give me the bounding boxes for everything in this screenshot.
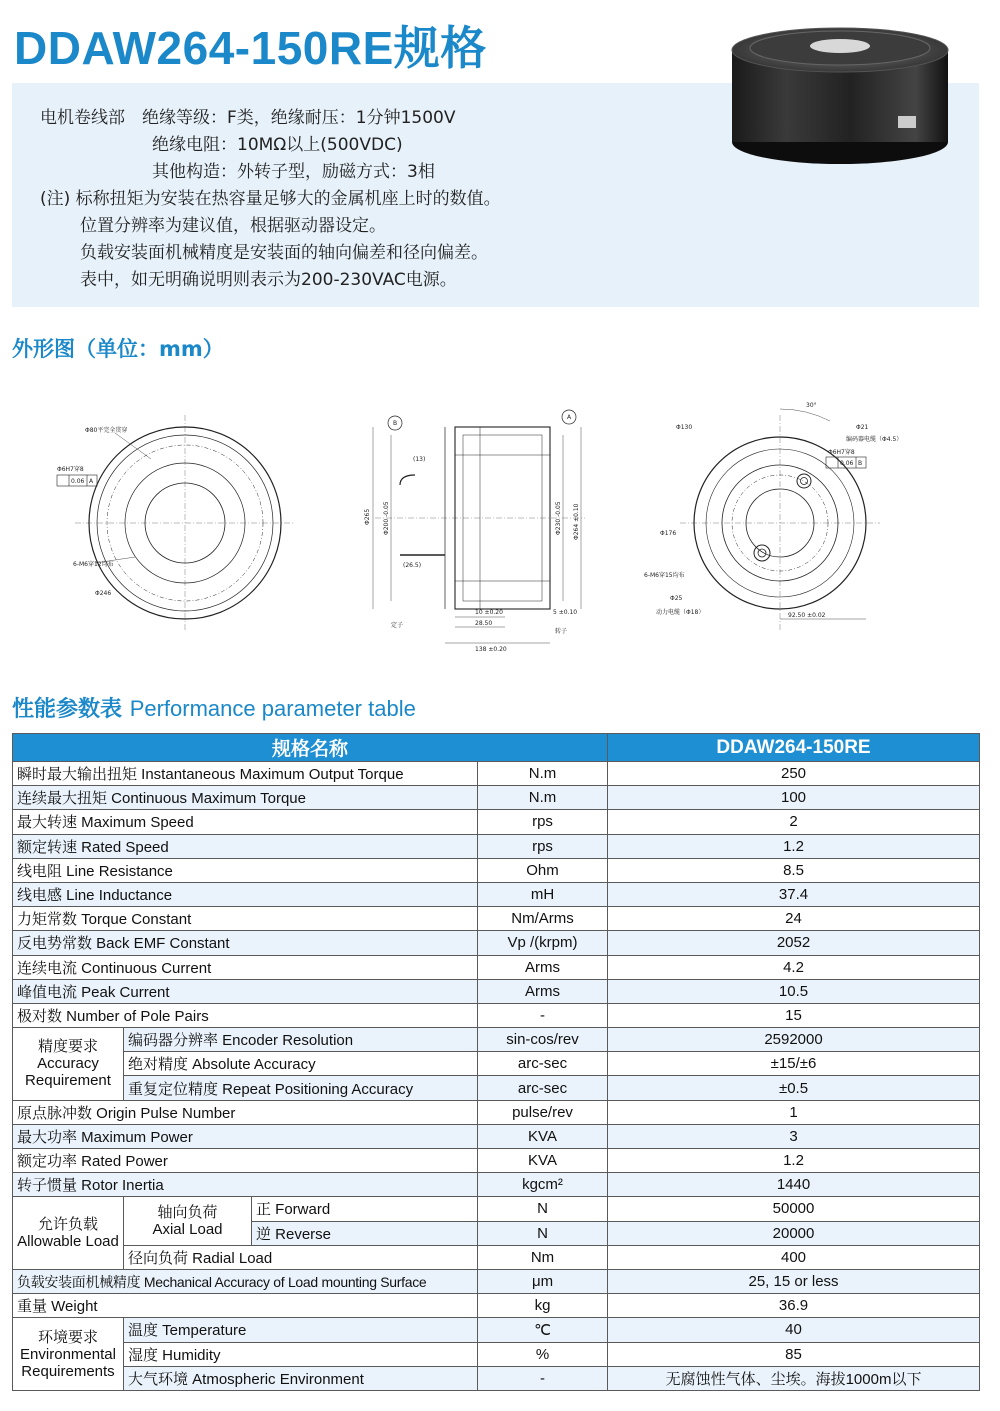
row-unit: N.m [478,786,608,810]
drawing-label: Φ246 [95,590,112,597]
row-value: 100 [608,786,980,810]
row-name: 转子惯量 Rotor Inertia [13,1173,478,1197]
row-value: 40 [608,1318,980,1342]
row-name: 原点脉冲数 Origin Pulse Number [13,1100,478,1124]
environment-group-label [13,1318,124,1391]
side-view-drawing [355,395,595,660]
front-view-drawing [55,395,315,610]
row-value: 400 [608,1245,980,1269]
row-value: 1.2 [608,834,980,858]
drawing-label: Φ25 [670,595,683,602]
row-value: 4.2 [608,955,980,979]
row-value: 24 [608,907,980,931]
drawing-label: 10 ±0.20 [475,609,503,616]
table-row [13,1173,980,1197]
drawing-label: 28.50 [475,620,493,627]
row-name: 负载安装面机械精度 Mechanical Accuracy of Load mounting Surface [13,1269,478,1293]
group-label-zh: 精度要求 [37,1038,98,1056]
group-label-en: Environmental [20,1345,116,1363]
row-unit: Arms [478,979,608,1003]
drawing-label: 6-M6穿12均布 [73,561,114,568]
row-unit: Vp /(krpm) [478,931,608,955]
table-row [13,1294,980,1318]
row-name: 线电阻 Line Resistance [13,858,478,882]
row-unit: % [478,1342,608,1366]
row-value: 85 [608,1342,980,1366]
table-row [13,955,980,979]
drawing-label: 动力电缆（Φ18） [656,609,705,616]
row-value: 8.5 [608,858,980,882]
row-name: 湿度 Humidity [124,1342,478,1366]
row-unit: μm [478,1269,608,1293]
row-unit: Ohm [478,858,608,882]
row-unit: N.m [478,762,608,786]
table-row [13,1100,980,1124]
row-unit: KVA [478,1149,608,1173]
drawing-label: A [89,478,94,485]
row-value: 1 [608,1100,980,1124]
row-unit: arc-sec [478,1052,608,1076]
group-label-zh: 环境要求 [37,1328,98,1346]
row-unit: kgcm² [478,1173,608,1197]
rear-view-drawing [640,395,903,630]
row-value: 15 [608,1003,980,1027]
drawing-label: 6-M6穿15均布 [644,572,685,579]
drawing-label: B [393,420,398,427]
row-name: 额定转速 Rated Speed [13,834,478,858]
note-line: 表中，如无明确说明则表示为200-230VAC电源。 [80,270,457,290]
row-value: 250 [608,762,980,786]
drawing-label: (26.5) [403,562,422,569]
drawing-label: Φ264 ±0.10 [573,503,580,540]
row-name: 线电感 Line Inductance [13,882,478,906]
row-name: 力矩常数 Torque Constant [13,907,478,931]
row-unit: ℃ [478,1318,608,1342]
row-unit: N [478,1197,608,1221]
row-unit: kg [478,1294,608,1318]
row-name: 瞬时最大输出扭矩 Instantaneous Maximum Output Torque [13,762,478,786]
row-name: 编码器分辨率 Encoder Resolution [124,1028,478,1052]
note-line: (注) 标称扭矩为安装在热容量足够大的金属机座上时的数值。 [40,189,501,209]
drawing-label: Φ265 [364,508,371,525]
sub-label-en: Axial Load [152,1221,223,1239]
table-row [13,907,980,931]
drawing-label: (13) [413,456,426,463]
row-unit: - [478,1366,608,1390]
table-row [13,1318,980,1342]
note-line: 位置分辨率为建议值，根据驱动器设定。 [80,216,386,236]
row-name: 正 Forward [252,1197,478,1221]
table-row [13,1028,980,1052]
drawing-label: Φ230 -0.05 [555,501,562,535]
drawing-label: B [858,460,863,467]
spec-table [12,733,980,1391]
row-name: 径向负荷 Radial Load [124,1245,478,1269]
row-unit: rps [478,810,608,834]
table-row [13,1269,980,1293]
row-name: 逆 Reverse [252,1221,478,1245]
table-row [13,1052,980,1076]
drawing-label: 92.50 ±0.02 [788,612,826,619]
table-row [13,1003,980,1027]
sub-label-zh: 轴向负荷 [157,1204,218,1222]
table-row [13,1366,980,1390]
group-label-en: Requirement [25,1072,111,1090]
row-name: 极对数 Number of Pole Pairs [13,1003,478,1027]
row-value: 2052 [608,931,980,955]
row-unit: mH [478,882,608,906]
load-group-label [13,1197,124,1270]
drawing-label: 0.06 [71,478,85,485]
group-label-en: Accuracy [37,1055,99,1073]
table-row [13,931,980,955]
row-value: 10.5 [608,979,980,1003]
drawing-label: A [567,414,572,421]
table-row [13,1076,980,1100]
group-label-zh: 允许负载 [37,1216,98,1234]
performance-section-title [12,692,416,723]
table-row [13,762,980,786]
group-label-en: Requirements [21,1362,115,1380]
row-name: 最大转速 Maximum Speed [13,810,478,834]
row-value: 2 [608,810,980,834]
table-row [13,1342,980,1366]
table-row [13,1149,980,1173]
drawing-label: 138 ±0.20 [475,646,507,653]
table-row [13,1245,980,1269]
drawing-label: 5 ±0.10 [553,609,578,616]
drawing-label: Φ6H7穿8 [57,466,84,473]
row-value: 20000 [608,1221,980,1245]
row-value: 37.4 [608,882,980,906]
drawing-label: Φ176 [660,530,677,537]
row-unit: Nm [478,1245,608,1269]
note-line: 电机卷线部 绝缘等级：F类，绝缘耐压：1分钟1500V [40,108,456,128]
row-unit: pulse/rev [478,1100,608,1124]
row-name: 重量 Weight [13,1294,478,1318]
performance-title-en: Performance parameter table [129,696,416,721]
drawing-label: 0.06 [840,460,854,467]
accuracy-group-label [13,1028,124,1101]
table-row [13,1197,980,1221]
row-value: 1440 [608,1173,980,1197]
drawing-label: 转子 [555,628,568,635]
row-unit: Nm/Arms [478,907,608,931]
row-unit: - [478,1003,608,1027]
table-row [13,858,980,882]
note-line: 绝缘电阻：10MΩ以上(500VDC) [152,135,403,155]
row-value: 25, 15 or less [608,1269,980,1293]
group-label-en: Allowable Load [17,1233,119,1251]
row-name: 峰值电流 Peak Current [13,979,478,1003]
table-row [13,834,980,858]
header-spec-name: 规格名称 [13,734,608,762]
row-name: 温度 Temperature [124,1318,478,1342]
row-unit: N [478,1221,608,1245]
row-name: 重复定位精度 Repeat Positioning Accuracy [124,1076,478,1100]
table-header-row [13,734,980,762]
outline-section-title: 外形图（单位：mm） [12,337,224,361]
row-value: ±15/±6 [608,1052,980,1076]
table-row [13,786,980,810]
row-value: 2592000 [608,1028,980,1052]
row-name: 大气环境 Atmospheric Environment [124,1366,478,1390]
drawing-label: Φ200 -0.05 [383,501,390,535]
table-row [13,1124,980,1148]
row-name: 连续最大扭矩 Continuous Maximum Torque [13,786,478,810]
row-unit: Arms [478,955,608,979]
page-title: DDAW264-150RE规格 [14,22,487,74]
note-line: 负载安装面机械精度是安装面的轴向偏差和径向偏差。 [80,243,488,263]
performance-title-zh: 性能参数表 [12,697,123,722]
drawing-label: Φ6H7穿8 [828,449,855,456]
drawing-label: Φ130 [676,424,693,431]
row-value: 36.9 [608,1294,980,1318]
table-row [13,882,980,906]
drawing-label: 30° [806,402,817,409]
table-row [13,979,980,1003]
row-value: 1.2 [608,1149,980,1173]
row-unit: KVA [478,1124,608,1148]
row-value: ±0.5 [608,1076,980,1100]
axial-load-label [124,1197,252,1245]
drawing-label: Φ21 [856,424,869,431]
motor-product-image [728,26,953,166]
row-value: 3 [608,1124,980,1148]
row-name: 反电势常数 Back EMF Constant [13,931,478,955]
note-line: 其他构造：外转子型，励磁方式：3相 [152,162,435,182]
row-unit: rps [478,834,608,858]
row-value: 无腐蚀性气体、尘埃。海拔1000m以下 [608,1366,980,1390]
drawing-label: 定子 [391,622,404,629]
row-unit: arc-sec [478,1076,608,1100]
header-model: DDAW264-150RE [608,734,980,762]
table-row [13,810,980,834]
row-name: 连续电流 Continuous Current [13,955,478,979]
row-value: 50000 [608,1197,980,1221]
drawing-label: 编码器电缆（Φ4.5） [846,436,903,443]
row-name: 额定功率 Rated Power [13,1149,478,1173]
row-name: 最大功率 Maximum Power [13,1124,478,1148]
drawing-label: Φ80平完全贯穿 [85,427,128,434]
row-unit: sin-cos/rev [478,1028,608,1052]
row-name: 绝对精度 Absolute Accuracy [124,1052,478,1076]
